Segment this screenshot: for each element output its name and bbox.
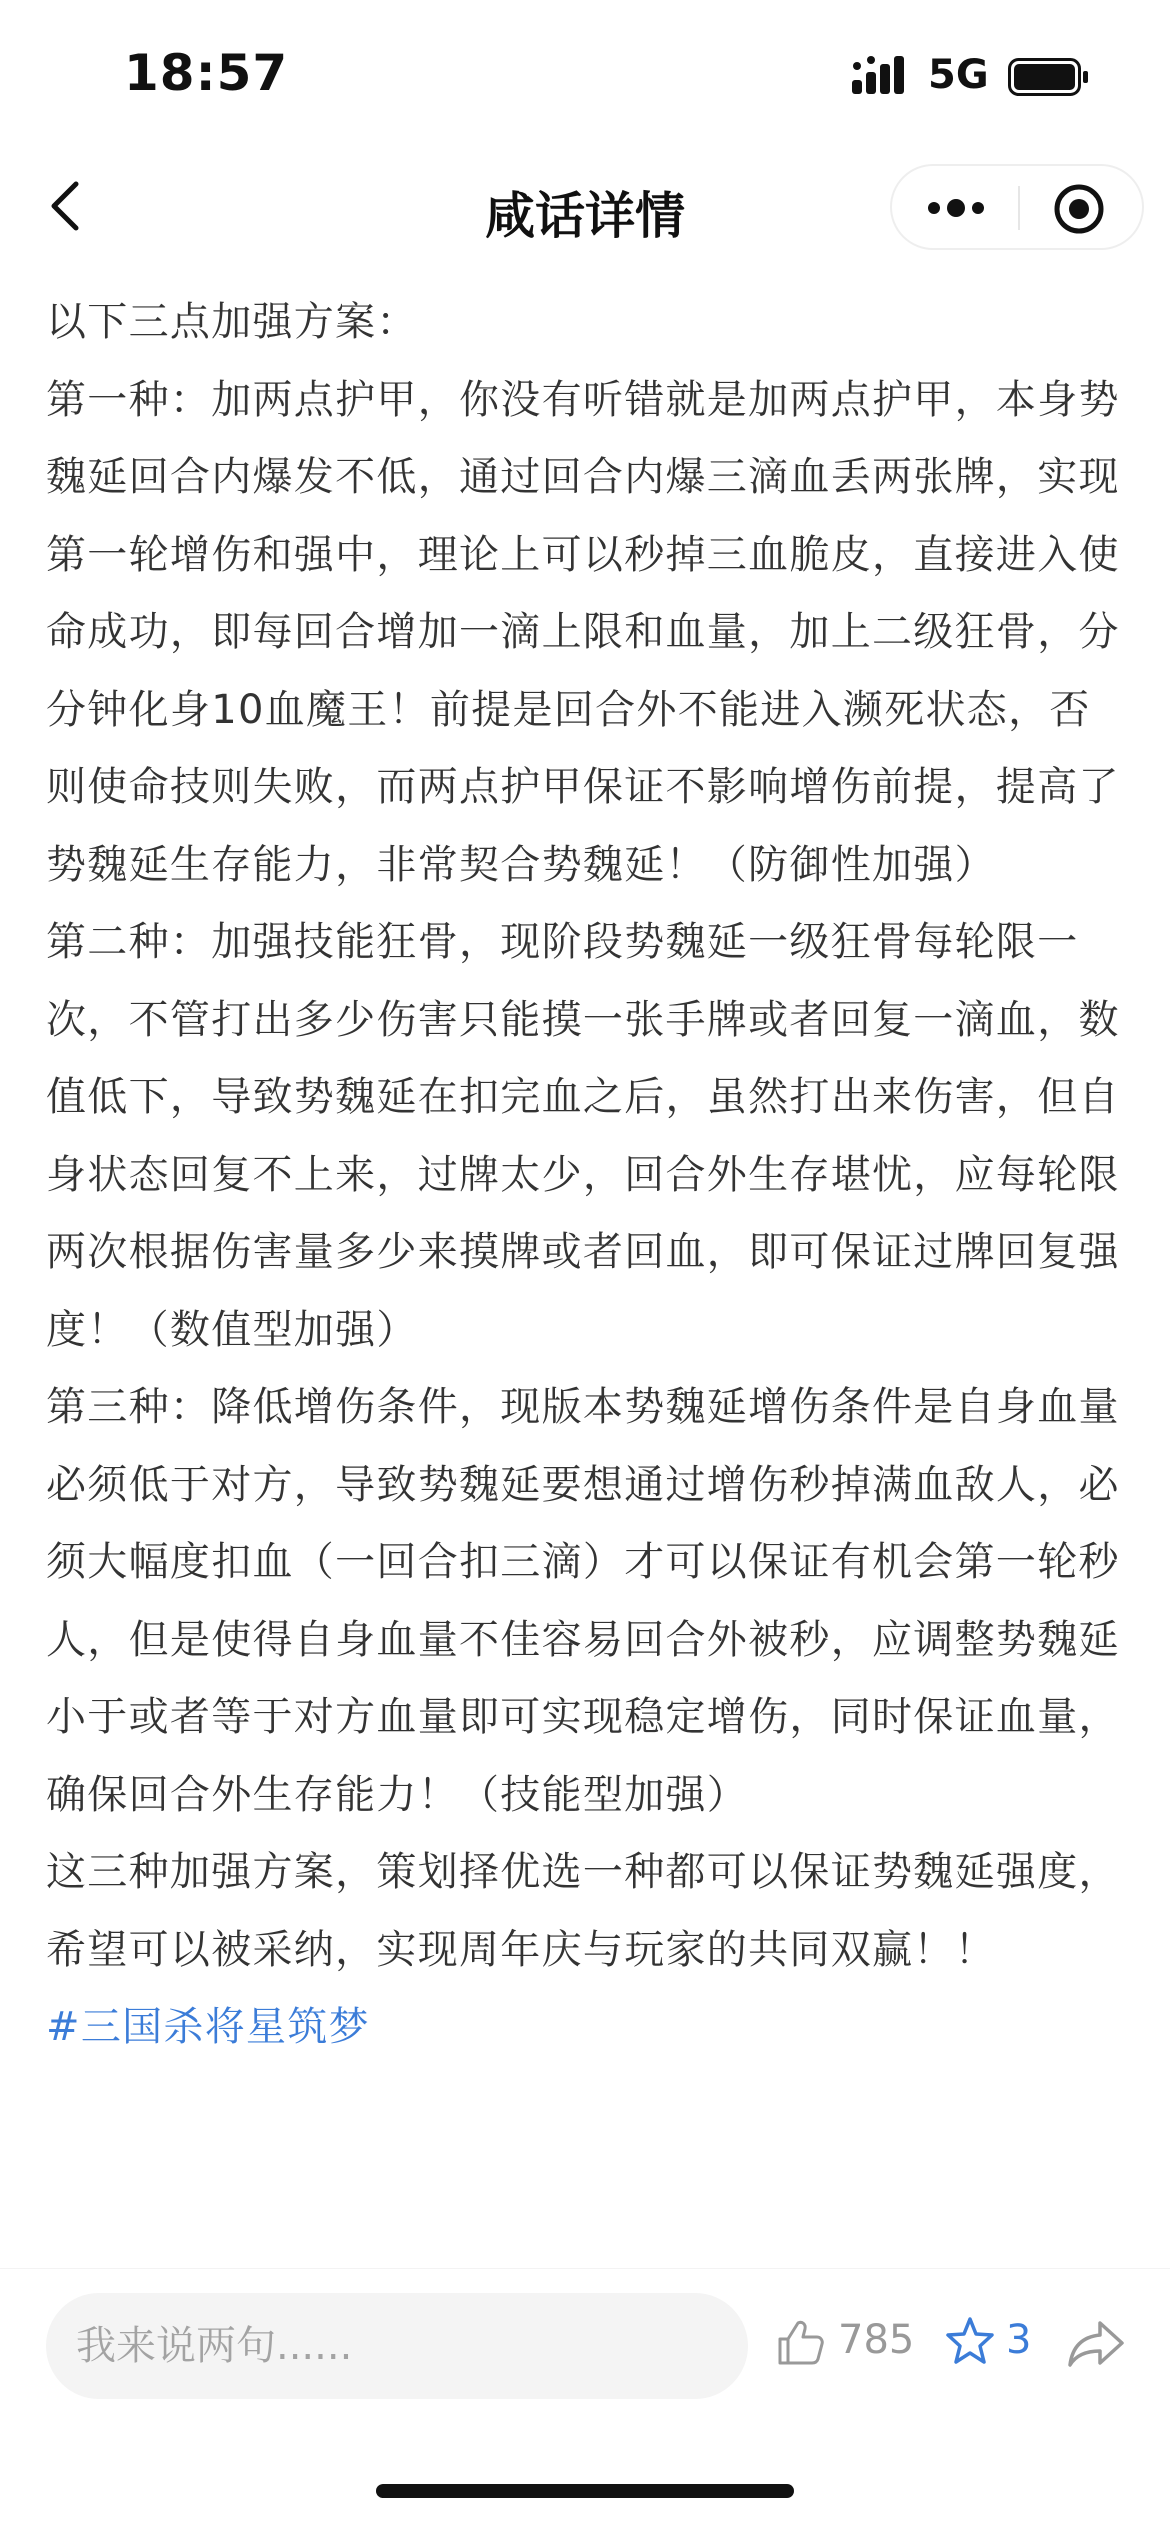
page-title: 咸话详情 — [485, 187, 685, 245]
comment-input[interactable] — [46, 2293, 748, 2399]
post-paragraph: 这三种加强方案，策划择优选一种都可以保证势魏延强度，希望可以被采纳，实现周年庆与玩家的共同双赢！！ — [46, 1849, 1120, 1973]
capsule-divider — [1018, 186, 1020, 230]
favorite-count: 3 — [1006, 2317, 1032, 2363]
like-button[interactable] — [774, 2313, 934, 2379]
post-paragraph: 第二种：加强技能狂骨，现阶段势魏延一级狂骨每轮限一次，不管打出多少伤害只能摸一张手牌或者回复一滴血，数值低下，导致势魏延在扣完血之后，虽然打出来伤害，但自身状态回复不上来，过牌太少，回合外生存堪忧，应每轮限两次根据伤害量多少来摸牌或者回血，即可保证过牌回复强度！（数值型加强） — [46, 919, 1120, 1353]
post-paragraph: 第三种：降低增伤条件，现版本势魏延增伤条件是自身血量必须低于对方，导致势魏延要想通过增伤秒掉满血敌人，必须大幅度扣血（一回合扣三滴）才可以保证有机会第一轮秒人，但是使得自身血量不佳容易回合外被秒，应调整势魏延小于或者等于对方血量即可实现稳定增伤，同时保证血量，确保回合外生存能力！（技能型加强） — [46, 1384, 1120, 1818]
more-dots-icon[interactable] — [920, 184, 992, 232]
post-paragraph: 第一种：加两点护甲，你没有听错就是加两点护甲，本身势魏延回合内爆发不低，通过回合内爆三滴血丢两张牌，实现第一轮增伤和强中，理论上可以秒掉三血脆皮，直接进入使命成功，即每回合增加一滴上限和血量，加上二级狂骨，分分钟化身10血魔王！前提是回合外不能进入濒死状态，否则使命技则失败，而两点护甲保证不影响增伤前提，提高了势魏延生存能力，非常契合势魏延！（防御性加强） — [46, 376, 1120, 888]
hashtag-link[interactable]: #三国杀将星筑梦 — [46, 2004, 370, 2050]
status-bar — [0, 0, 1170, 150]
favorite-button[interactable] — [944, 2313, 1044, 2379]
post-paragraph: 以下三点加强方案： — [46, 299, 418, 345]
share-arrow-icon[interactable] — [1066, 2317, 1126, 2371]
home-indicator — [376, 2484, 794, 2498]
star-icon — [944, 2315, 996, 2367]
status-time: 18:57 — [124, 44, 289, 102]
cellular-signal-icon — [852, 52, 914, 98]
like-count: 785 — [838, 2317, 915, 2363]
battery-icon — [1008, 58, 1090, 96]
thumbs-up-icon — [774, 2317, 826, 2369]
target-circle-icon[interactable] — [1052, 182, 1106, 236]
network-type: 5G — [928, 52, 989, 98]
mini-program-capsule — [890, 164, 1144, 250]
post-content — [46, 284, 1126, 2067]
nav-bar — [0, 150, 1170, 262]
